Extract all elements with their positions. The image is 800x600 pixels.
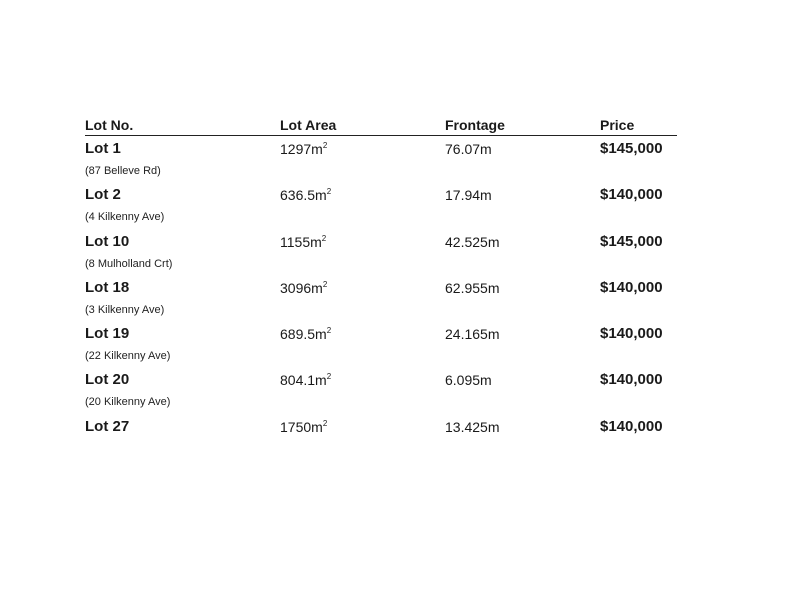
header-price: Price [600,117,635,133]
area-unit: m [310,233,322,250]
lot-frontage: 17.94m [445,187,492,204]
area-unit: m [311,418,323,435]
lot-area-value: 804.1 [280,372,316,389]
lot-number: Lot 27 [85,417,130,435]
header-lot-no: Lot No. [85,117,134,133]
area-unit-exponent: 2 [322,279,328,289]
area-unit-exponent: 2 [326,372,332,382]
lot-price: $140,000 [600,278,663,296]
lot-number: Lot 10 [85,232,130,250]
table-row [85,414,677,460]
lot-frontage: 6.095m [445,372,492,389]
header-lot-area: Lot Area [280,117,337,133]
lot-frontage: 24.165m [445,326,500,343]
area-unit: m [311,141,323,157]
lot-address: (8 Mulholland Crt) [85,257,173,270]
lot-number: Lot 1 [85,140,121,157]
lot-area [280,234,326,250]
lot-price: $140,000 [600,417,663,435]
lot-number: Lot 2 [85,186,121,204]
lot-number: Lot 20 [85,371,130,389]
table-row [85,229,677,275]
lot-area [280,419,327,435]
area-unit: m [315,187,327,204]
area-unit-exponent: 2 [322,418,328,428]
lot-price-table [85,116,677,460]
lot-area [280,372,331,388]
lot-area [280,141,327,157]
lot-area [280,326,331,342]
lot-price: $145,000 [600,232,663,250]
lot-address: (87 Belleve Rd) [85,165,161,177]
area-unit: m [315,326,327,343]
lot-price: $140,000 [600,186,663,204]
lot-area-value: 1750 [280,418,312,435]
lot-area-value: 1297 [280,141,312,157]
lot-area-value: 3096 [280,279,312,296]
table-row [85,275,677,321]
table-row [85,367,677,413]
lot-address: (3 Kilkenny Ave) [85,303,165,316]
lot-frontage: 42.525m [445,233,500,250]
area-unit: m [315,372,327,389]
lot-number: Lot 18 [85,278,130,296]
table-body [85,136,677,460]
lot-area-value: 636.5 [280,187,316,204]
lot-area-value: 689.5 [280,326,316,343]
table-header [85,116,677,136]
area-unit-exponent: 2 [322,141,328,150]
lot-area-value: 1155 [280,233,311,250]
lot-number: Lot 19 [85,325,130,343]
area-unit-exponent: 2 [326,187,332,197]
lot-price: $145,000 [600,140,663,157]
lot-area [280,280,327,296]
table-row [85,182,677,228]
header-frontage: Frontage [445,117,505,133]
lot-area [280,187,331,203]
lot-address: (4 Kilkenny Ave) [85,211,165,224]
table-row [85,136,677,182]
area-unit-exponent: 2 [321,233,327,243]
lot-price: $140,000 [600,325,663,343]
area-unit: m [311,279,323,296]
lot-price: $140,000 [600,371,663,389]
lot-address: (20 Kilkenny Ave) [85,396,171,409]
lot-frontage: 62.955m [445,279,500,296]
lot-address: (22 Kilkenny Ave) [85,350,171,363]
lot-frontage: 13.425m [445,418,500,435]
area-unit-exponent: 2 [326,326,332,336]
table-row [85,321,677,367]
lot-frontage: 76.07m [445,141,492,157]
